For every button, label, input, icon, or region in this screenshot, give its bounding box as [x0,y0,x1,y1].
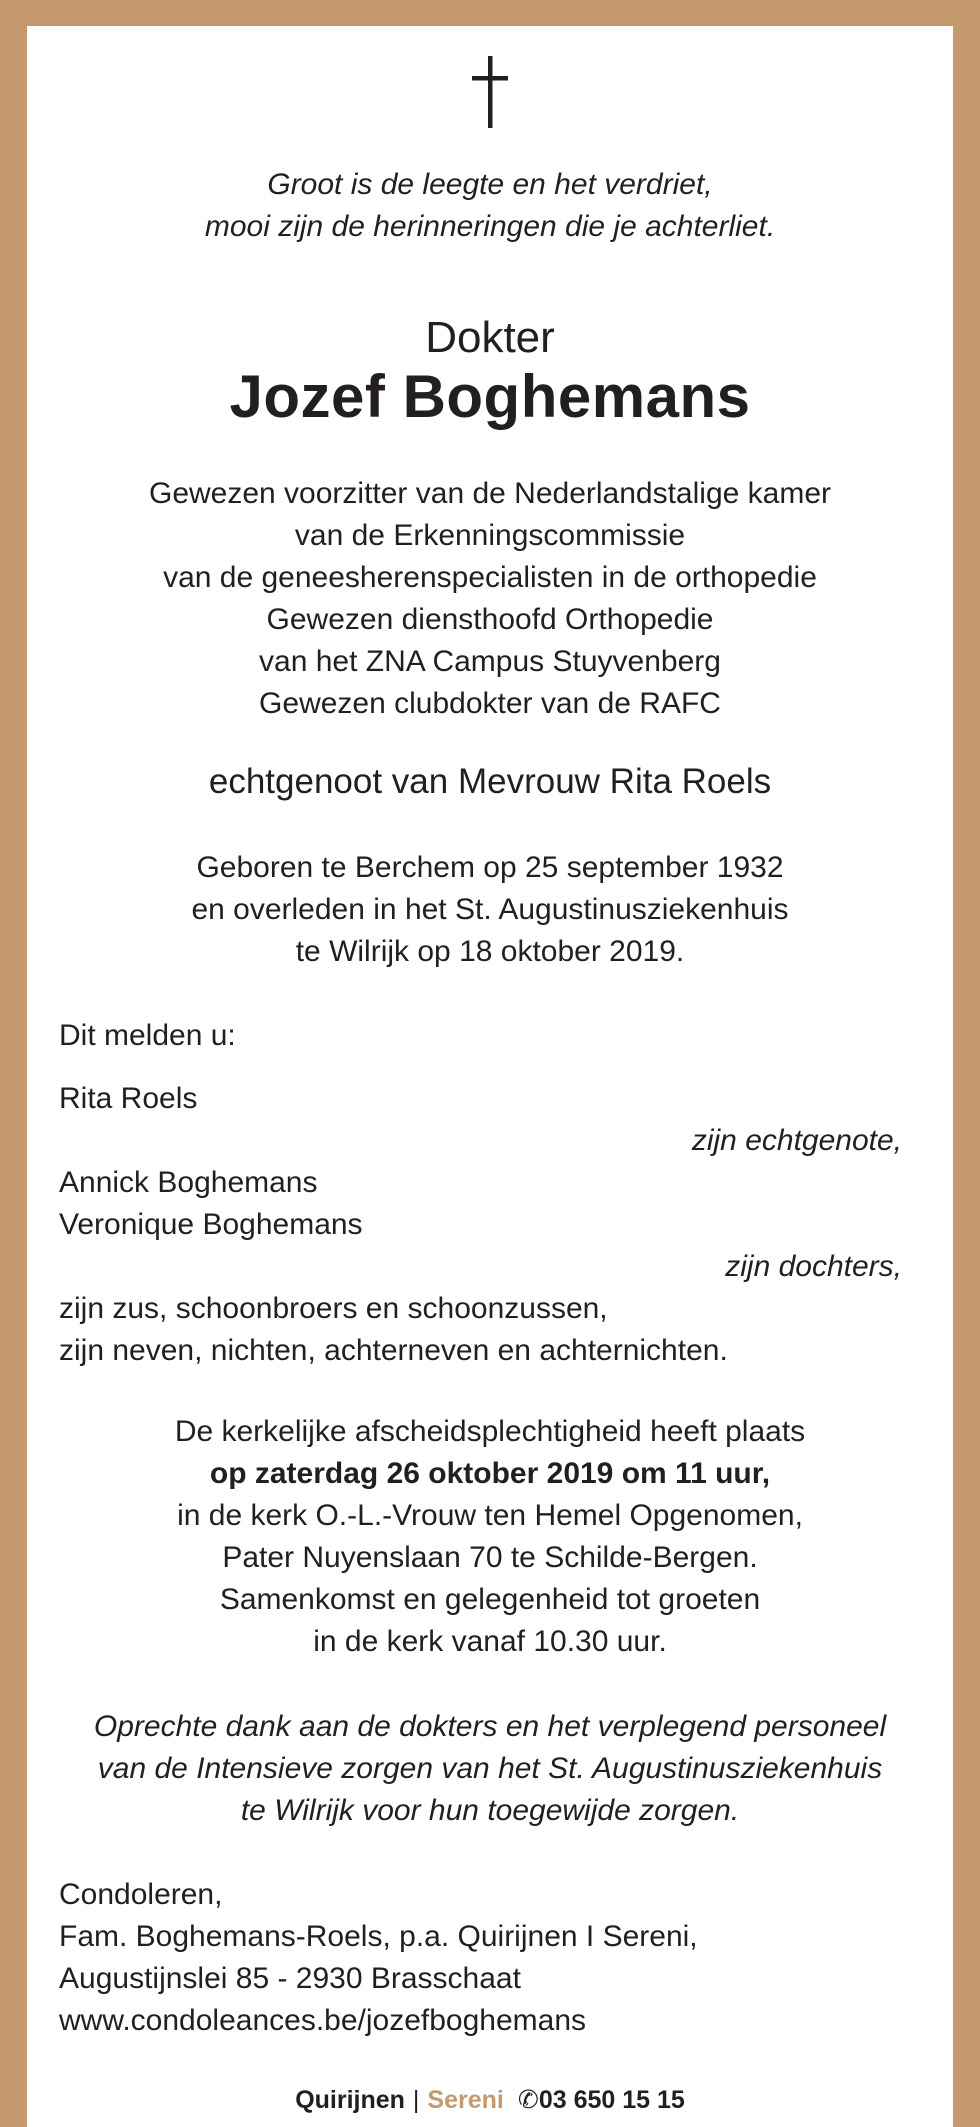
thanks-line: van de Intensieve zorgen van het St. Augustinusziekenhuis [97,1752,883,1785]
brand-sereni: Sereni [427,2086,504,2114]
wife-role: zijn echtgenote, [691,1124,902,1157]
function-line: van het ZNA Campus Stuyvenberg [259,645,721,678]
deceased-name: Jozef Boghemans [229,363,751,430]
life-line: Geboren te Berchem op 25 september 1932 [196,851,784,884]
condolence-line: Augustijnslei 85 - 2930 Brasschaat [59,1962,521,1995]
condolence-url[interactable]: www.condoleances.be/jozefboghemans [59,2004,587,2037]
phone-number[interactable]: ✆03 650 15 15 [517,2086,685,2114]
function-line: Gewezen diensthoofd Orthopedie [266,603,714,636]
ceremony-line: Pater Nuyenslaan 70 te Schilde-Bergen. [222,1541,758,1574]
relatives-line: zijn zus, schoonbroers en schoonzussen, [59,1292,608,1325]
brand-separator: | [412,2086,420,2114]
cross-icon [27,56,953,133]
brand-quirijnen: Quirijnen [295,2086,405,2114]
condolence-line: Fam. Boghemans-Roels, p.a. Quirijnen I Sereni, [59,1920,698,1953]
funeral-home-footer [27,2085,953,2115]
daughter-name: Veronique Boghemans [59,1208,363,1241]
verse-line-2: mooi zijn de herinneringen die je achterliet. [204,210,776,243]
phone-icon: ✆ [517,2086,539,2114]
ceremony-line: in de kerk vanaf 10.30 uur. [313,1625,667,1658]
daughters-role: zijn dochters, [725,1250,902,1283]
ceremony-line: in de kerk O.-L.-Vrouw ten Hemel Opgenomen, [177,1499,803,1532]
thanks-line: Oprechte dank aan de dokters en het verplegend personeel [93,1710,887,1743]
ceremony-line: Samenkomst en gelegenheid tot groeten [219,1583,761,1616]
verse-line-1: Groot is de leegte en het verdriet, [267,168,713,201]
function-line: Gewezen voorzitter van de Nederlandstalige kamer [148,477,832,510]
relatives-line: zijn neven, nichten, achterneven en achternichten. [59,1334,728,1367]
function-line: van de geneesherenspecialisten in de orthopedie [163,561,817,594]
daughter-name: Annick Boghemans [59,1166,318,1199]
function-line: Gewezen clubdokter van de RAFC [259,687,721,720]
life-line: en overleden in het St. Augustinusziekenhuis [191,893,789,926]
ceremony-line: De kerkelijke afscheidsplechtigheid heeft plaats [174,1415,806,1448]
thanks-line: te Wilrijk voor hun toegewijde zorgen. [240,1794,740,1827]
announce-line: Dit melden u: [59,1019,236,1052]
wife-name: Rita Roels [59,1082,198,1115]
title-prefix: Dokter [425,313,555,362]
condolence-line: Condoleren, [59,1878,223,1911]
life-line: te Wilrijk op 18 oktober 2019. [295,935,685,968]
ceremony-date: op zaterdag 26 oktober 2019 om 11 uur, [209,1457,771,1490]
function-line: van de Erkenningscommissie [294,519,686,552]
death-notice-card [27,26,953,2127]
spouse-line: echtgenoot van Mevrouw Rita Roels [208,762,772,801]
